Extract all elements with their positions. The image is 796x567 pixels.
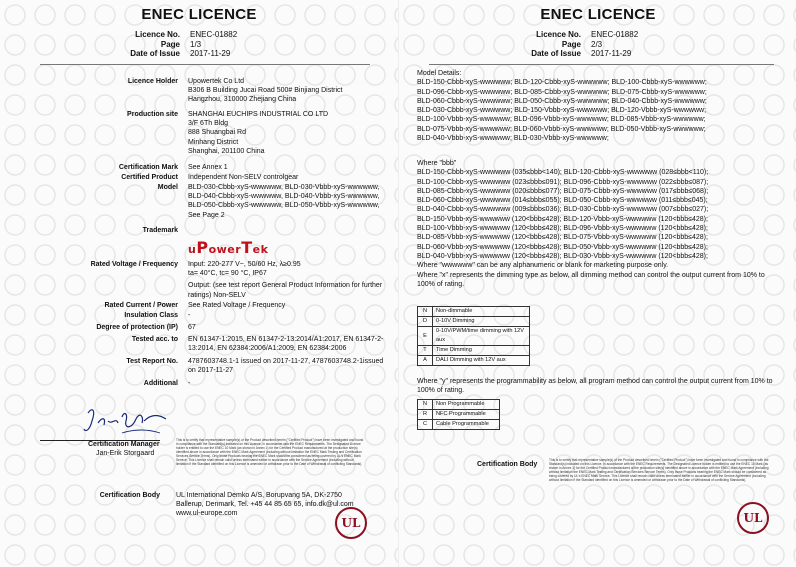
y-note: 100% of rating. bbox=[417, 387, 465, 395]
body-label: Certification Body bbox=[99, 492, 160, 499]
holder-line: Upowertek Co Ltd bbox=[188, 78, 245, 85]
model-details-line: BLD-075-Vbbb-xyS-wwwwww; BLD-060-Vbbb-xyS-wwwwww; BLD-050-Vbbb-xyS-wwwwww; bbox=[417, 125, 706, 133]
report-line: on 2017-11-27 bbox=[188, 367, 234, 375]
site-line: 3/F 6Th Bldg bbox=[188, 120, 229, 128]
site-line: Shanghai, 201100 China bbox=[188, 147, 265, 155]
date-value: 2017-11-29 bbox=[190, 49, 231, 58]
body-line: www.ul-europe.com bbox=[176, 510, 238, 518]
table-row: C Cable Programmable bbox=[418, 420, 500, 430]
licence-no-label: Licence No. bbox=[536, 30, 581, 39]
holder-line: B306 B Building Jucai Road 500# Binjiang District bbox=[188, 87, 343, 95]
table-row: E 0-10V/PWM/time dimming with 12V aux bbox=[418, 327, 530, 346]
model-line: BLD-050-Cbbb-xyS-wwwwww, BLD-050-Vbbb-xyS-wwwwww, bbox=[188, 202, 380, 210]
product-label: Certified Product bbox=[121, 174, 178, 181]
trademark-label: Trademark bbox=[142, 227, 178, 234]
programmability-table bbox=[417, 399, 500, 430]
voltage-line: ta= 40°C, tc= 90 °C, IP67 bbox=[188, 270, 267, 278]
bbb-line: BLD-085-Vbbb-xyS-wwwwww (120<bbb≤428); BLD-075-Vbbb-xyS-wwwwww (120<bbb≤428); bbox=[417, 234, 708, 242]
divider bbox=[40, 64, 370, 65]
current-value: See Rated Voltage / Frequency bbox=[188, 302, 286, 309]
insulation-value: - bbox=[188, 312, 191, 319]
manager-name: Jan-Erik Storgaard bbox=[96, 450, 155, 457]
upowertek-logo: uPowerTek bbox=[188, 238, 269, 257]
site-label: Production site bbox=[127, 111, 178, 118]
site-line: 888 Shuangbai Rd bbox=[188, 129, 246, 137]
holder-line: Hangzhou, 310000 Zhejiang China bbox=[188, 96, 297, 104]
licence-no-value: ENEC-01882 bbox=[591, 30, 639, 39]
mark-value: See Annex 1 bbox=[188, 164, 228, 171]
licence-no-label: Licence No. bbox=[135, 30, 180, 39]
table-row: T Time Dimming bbox=[418, 346, 530, 356]
site-line: SHANGHAI EUCHIPS INDUSTRIAL CO LTD bbox=[188, 111, 329, 118]
table-row: A DALI Dimming with 12V aux bbox=[418, 356, 530, 366]
model-line: See Page 2 bbox=[188, 211, 225, 219]
protection-value: 67 bbox=[188, 324, 196, 331]
page-title: ENEC LICENCE bbox=[540, 6, 656, 23]
licence-header bbox=[511, 30, 638, 59]
table-row: R NFC Programmable bbox=[418, 410, 500, 420]
date-value: 2017-11-29 bbox=[591, 49, 632, 58]
x-note: Where "x" represents the dimming type as below, all dimming method can control the output current from 10% to bbox=[417, 271, 765, 279]
y-note: Where "y" represents the programmability as below, all program method can control the output current from 10% to bbox=[417, 378, 773, 385]
tested-line: EN 61347-1:2015, EN 61347-2-13:2014/A1:2017, EN 61347-2- bbox=[188, 336, 384, 343]
ul-logo-icon: UL bbox=[737, 502, 769, 534]
model-line: BLD-030-Cbbb-xyS-wwwwww, BLD-030-Vbbb-xyS-wwwwww, bbox=[188, 184, 380, 191]
bbb-line: BLD-060-Vbbb-xyS-wwwwww (120<bbb≤428); BLD-050-Vbbb-xyS-wwwwww (120<bbb≤428); bbox=[417, 243, 708, 251]
bbb-line: BLD-060-Cbbb-xyS-wwwwww (014≤bbb≤055); BLD-050-Cbbb-xyS-wwwwww (011≤bbb≤045); bbox=[417, 197, 708, 205]
model-line: BLD-040-Cbbb-xyS-wwwwww, BLD-040-Vbbb-xyS-wwwwww, bbox=[188, 193, 380, 201]
bbb-line: BLD-085-Cbbb-xyS-wwwwww (020≤bbb≤077); BLD-075-Cbbb-xyS-wwwwww (017≤bbb≤068); bbox=[417, 187, 709, 195]
divider bbox=[429, 64, 774, 65]
bbb-line: BLD-150-Cbbb-xyS-wwwwww (035≤bbb<140); BLD-120-Cbbb-xyS-wwwwww (028≤bbb<110); bbox=[417, 169, 709, 177]
holder-label: Licence Holder bbox=[127, 78, 178, 85]
x-note: 100% of rating. bbox=[417, 280, 465, 288]
bbb-details bbox=[417, 159, 765, 289]
bbb-line: BLD-100-Cbbb-xyS-wwwwww (023≤bbb≤091); BLD-096-Cbbb-xyS-wwwwww (022≤bbb≤087); bbox=[417, 178, 709, 186]
model-details-line: BLD-040-Vbbb-xyS-wwwwww; BLD-030-Vbbb-xyS-wwwwww; bbox=[417, 135, 609, 143]
legal-fineprint: This is to certify that representative sample(s) of the Product described herein ("Certified Product") have been investigated and found in compliance with the Standard(s) indicated on this Licence, in accordance with the ENEC Requirements. The Designated Licence holder is entitled to use the ENEC 10 Mark (as shown in Annex 1) for the Certified Product manufactured at the production site(s) identified above in accordance with the ENEC Mark Agreement (including without limitation the ENEC Mark Testing and Certification Services Service Terms). Only those Products bearing the ENEC Mark should be considered as being covered by UL's ENEC Mark Service. This Licence shall remain valid unless terminated earlier in accordance with the Service Agreement (including without limitation if the Standard identified on this Licence is amended or withdrawn prior to the Date of Withdrawal of conflicting Standards). bbox=[176, 438, 364, 466]
page-value: 1/3 bbox=[190, 39, 202, 49]
date-label: Date of Issue bbox=[130, 49, 180, 58]
bbb-line: BLD-100-Vbbb-xyS-wwwwww (120<bbb≤428); BLD-096-Vbbb-xyS-wwwwww (120<bbb≤428); bbox=[417, 225, 708, 233]
mark-label: Certification Mark bbox=[118, 164, 178, 171]
body-line: Ballerup, Denmark, Tel. +45 44 85 65 65, info.dk@ul.com bbox=[176, 501, 354, 509]
protection-label: Degree of protection (IP) bbox=[96, 324, 178, 331]
body-line: UL International Demko A/S, Borupvang 5A, DK-2750 bbox=[176, 492, 342, 499]
voltage-line: Output: (see test report General Product Information for further bbox=[188, 282, 383, 290]
additional-label: Additional bbox=[143, 380, 178, 387]
voltage-line: Input: 220-277 V~, 50/60 Hz, λ≥0.95 bbox=[188, 261, 301, 268]
model-details-line: BLD-100-Vbbb-xyS-wwwwww; BLD-096-Vbbb-xyS-wwwwww; BLD-085-Vbbb-xyS-wwwwww; bbox=[417, 116, 706, 124]
model-details-heading: Model Details: bbox=[417, 70, 462, 77]
date-label: Date of Issue bbox=[531, 49, 581, 58]
additional-value: - bbox=[188, 380, 191, 387]
current-label: Rated Current / Power bbox=[104, 302, 178, 309]
page-value: 2/3 bbox=[591, 39, 603, 49]
model-label: Model bbox=[157, 184, 178, 191]
bbb-line: BLD-040-Cbbb-xyS-wwwwww (009≤bbb≤036); BLD-030-Cbbb-xyS-wwwwww (007≤bbb≤027); bbox=[417, 206, 709, 214]
manager-label: Certification Manager bbox=[88, 441, 160, 448]
dimming-type-table bbox=[417, 306, 530, 366]
model-details-line: BLD-150-Cbbb-xyS-wwwwww; BLD-120-Cbbb-xyS-wwwwww; BLD-100-Cbbb-xyS-wwwwww; bbox=[417, 79, 707, 87]
bbb-heading: Where "bbb" bbox=[417, 160, 457, 167]
signature-icon bbox=[82, 403, 172, 443]
ul-logo-icon: UL bbox=[335, 507, 367, 539]
table-row: N Non Programmable bbox=[418, 400, 500, 410]
voltage-label: Rated Voltage / Frequency bbox=[90, 261, 178, 268]
voltage-line: ratings) Non-SELV bbox=[188, 291, 246, 299]
page-label: Page bbox=[561, 39, 581, 49]
tested-line: 13:2014, EN 62384:2006/A1:2009, EN 62384:2006 bbox=[188, 345, 347, 353]
licence-page-2 bbox=[398, 0, 796, 567]
www-note: Where "wwwwww" can be any alphanumeric or blank for marketing purpose only. bbox=[417, 262, 669, 270]
report-line: 4787603748.1-1 issued on 2017-11-27, 4787603748.2-1issued bbox=[188, 358, 384, 365]
model-details bbox=[417, 69, 707, 143]
page-label: Page bbox=[160, 39, 180, 49]
legal-fineprint: This is to certify that representative sample(s) of the Product described herein ("Certified Product") have been investigated and found in compliance with the Standard(s) indicated on this Licence, in accordance with the ENEC Requirements. The Designated Licence holder is entitled to use the ENEC 10 Mark (as shown in Annex 1) for the Certified Product manufactured at the production site(s) identified above in accordance with the ENEC Mark Agreement (including without limitation the ENEC Mark Testing and Certification Services Service Terms). Only those Products bearing the ENEC Mark should be considered as being covered by UL's ENEC Mark Service. This Licence shall remain valid unless terminated earlier in accordance with the Service Agreement (including without limitation if the Standard identified on this Licence is amended or withdrawn prior to the Date of Withdrawal of conflicting Standards). bbox=[549, 458, 769, 482]
bbb-line: BLD-150-Vbbb-xyS-wwwwww (120<bbb≤428); BLD-120-Vbbb-xyS-wwwwww (120<bbb≤428); bbox=[417, 215, 708, 223]
site-line: Minhang District bbox=[188, 138, 239, 146]
table-row: N Non-dimmable bbox=[418, 307, 530, 317]
table-row: D 0-10V Dimming bbox=[418, 317, 530, 327]
page-title: ENEC LICENCE bbox=[141, 6, 257, 23]
y-note-block bbox=[417, 377, 773, 396]
bbb-line: BLD-040-Vbbb-xyS-wwwwww (120<bbb≤428); BLD-030-Vbbb-xyS-wwwwww (120<bbb≤428); bbox=[417, 252, 708, 260]
model-details-line: BLD-030-Cbbb-xyS-wwwwww; BLD-150-Vbbb-xyS-wwwwww; BLD-120-Vbbb-xyS-wwwwww; bbox=[417, 107, 707, 115]
licence-header bbox=[110, 30, 237, 59]
report-label: Test Report No. bbox=[126, 358, 178, 365]
tested-label: Tested acc. to bbox=[131, 336, 178, 343]
model-details-line: BLD-096-Cbbb-xyS-wwwwww; BLD-085-Cbbb-xyS-wwwwww; BLD-075-Cbbb-xyS-wwwwww; bbox=[417, 88, 707, 96]
product-value: Independent Non-SELV controlgear bbox=[188, 174, 299, 181]
model-details-line: BLD-060-Cbbb-xyS-wwwwww; BLD-050-Cbbb-xyS-wwwwww; BLD-040-Cbbb-xyS-wwwwww; bbox=[417, 97, 707, 105]
licence-no-value: ENEC-01882 bbox=[190, 30, 238, 39]
body-label: Certification Body bbox=[477, 461, 538, 468]
insulation-label: Insulation Class bbox=[124, 312, 178, 319]
